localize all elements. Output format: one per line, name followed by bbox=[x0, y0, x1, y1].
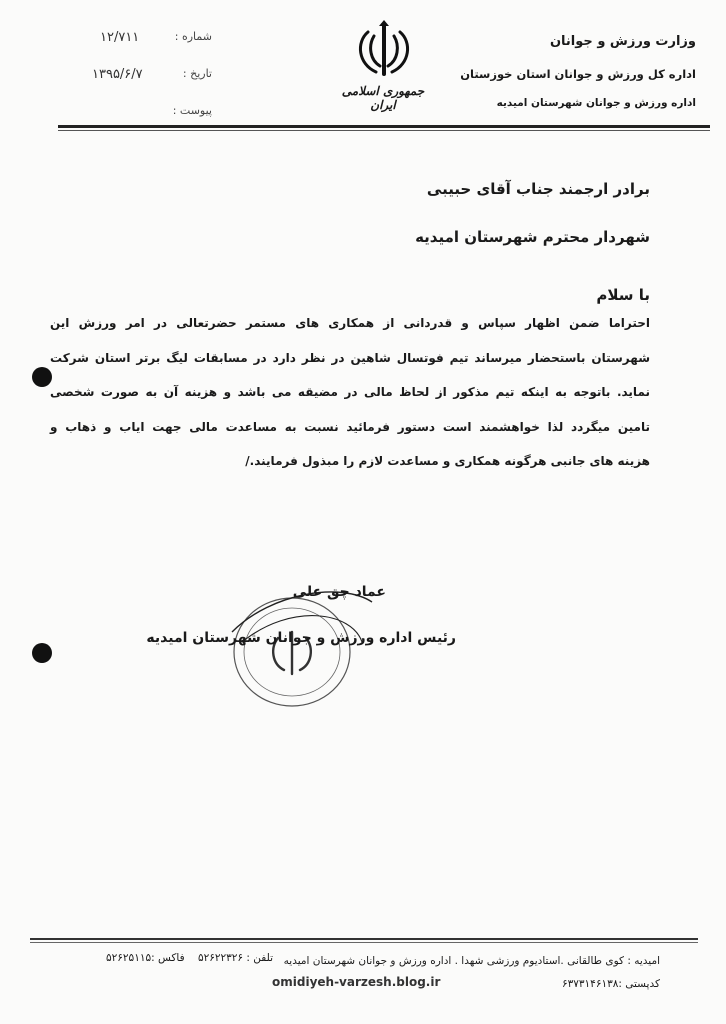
letter-date-field bbox=[92, 67, 212, 87]
footer-contact bbox=[96, 952, 273, 964]
letter-body bbox=[50, 306, 650, 479]
letter-number-value: ۱۲/۷۱۱ bbox=[100, 30, 140, 45]
ministry-name: وزارت ورزش و جوانان bbox=[549, 34, 696, 49]
footer-divider bbox=[30, 938, 698, 940]
county-office-name: اداره ورزش و جوانان شهرستان امیدیه bbox=[496, 97, 696, 109]
footer-postal-code: کدپستی :۶۳۷۳۱۴۶۱۳۸ bbox=[561, 978, 660, 990]
body-line: نماید. باتوجه به اینکه تیم مذکور از لحاظ مالی در مضیقه می باشد و هزینه آن به صورت شخصی bbox=[50, 385, 650, 399]
province-office-name: اداره کل ورزش و جوانان استان خوزستان bbox=[460, 67, 696, 81]
header-divider-thin bbox=[58, 130, 710, 131]
punch-hole-bottom bbox=[32, 643, 52, 663]
letter-attachment-label: پیوست : bbox=[172, 104, 212, 117]
footer-divider-thin bbox=[30, 942, 698, 943]
letter-date-value: ۱۳۹۵/۶/۷ bbox=[92, 67, 143, 82]
recipient-line-2: شهردار محترم شهرستان امیدیه bbox=[415, 228, 650, 246]
recipient-line-1: برادر ارجمند جناب آقای حبیبی bbox=[426, 180, 650, 198]
letter-attachment-field bbox=[150, 104, 212, 124]
header-divider bbox=[58, 125, 710, 128]
footer-fax: فاکس :۵۲۶۲۵۱۱۵ bbox=[106, 952, 185, 964]
letter-number-field bbox=[100, 30, 212, 50]
iran-emblem-icon bbox=[346, 20, 422, 80]
letter-number-label: شماره : bbox=[174, 30, 212, 43]
footer-phone: تلفن : ۵۲۶۲۲۳۲۶ bbox=[197, 952, 273, 964]
letter-date-label: تاریخ : bbox=[182, 67, 212, 80]
footer-website: omidiyeh-varzesh.blog.ir bbox=[272, 975, 441, 989]
body-line: احتراما ضمن اظهار سپاس و قدردانی از همکاری های مستمر حضرتعالی در امر ورزش این bbox=[50, 316, 650, 330]
letterhead-organization bbox=[436, 34, 696, 109]
punch-hole-top bbox=[32, 367, 52, 387]
body-line: هزینه های جانبی هرگونه همکاری و مساعدت لازم را مبذول فرمایند./ bbox=[245, 454, 650, 468]
footer-address: امیدیه : کوی طالقانی .استادیوم ورزشی شهدا . اداره ورزش و جوانان شهرستان امیدیه bbox=[283, 955, 660, 967]
signer-title: رئیس اداره ورزش و جوانان شهرستان امیدیه bbox=[146, 630, 456, 646]
body-line: شهرستان باستحضار میرساند تیم فوتسال شاهین در نظر دارد در مسابقات لیگ برتر استان شرکت bbox=[50, 350, 650, 365]
signer-name: عماد چق علی bbox=[292, 584, 386, 600]
body-line: تامین میگردد لذا خواهشمند است دستور فرمائید نسبت به مساعدت مالی جهت ایاب و ذهاب و bbox=[50, 419, 650, 434]
greeting: با سلام bbox=[596, 286, 650, 304]
emblem-caption: جمهوری اسلامی ایران bbox=[341, 84, 425, 112]
